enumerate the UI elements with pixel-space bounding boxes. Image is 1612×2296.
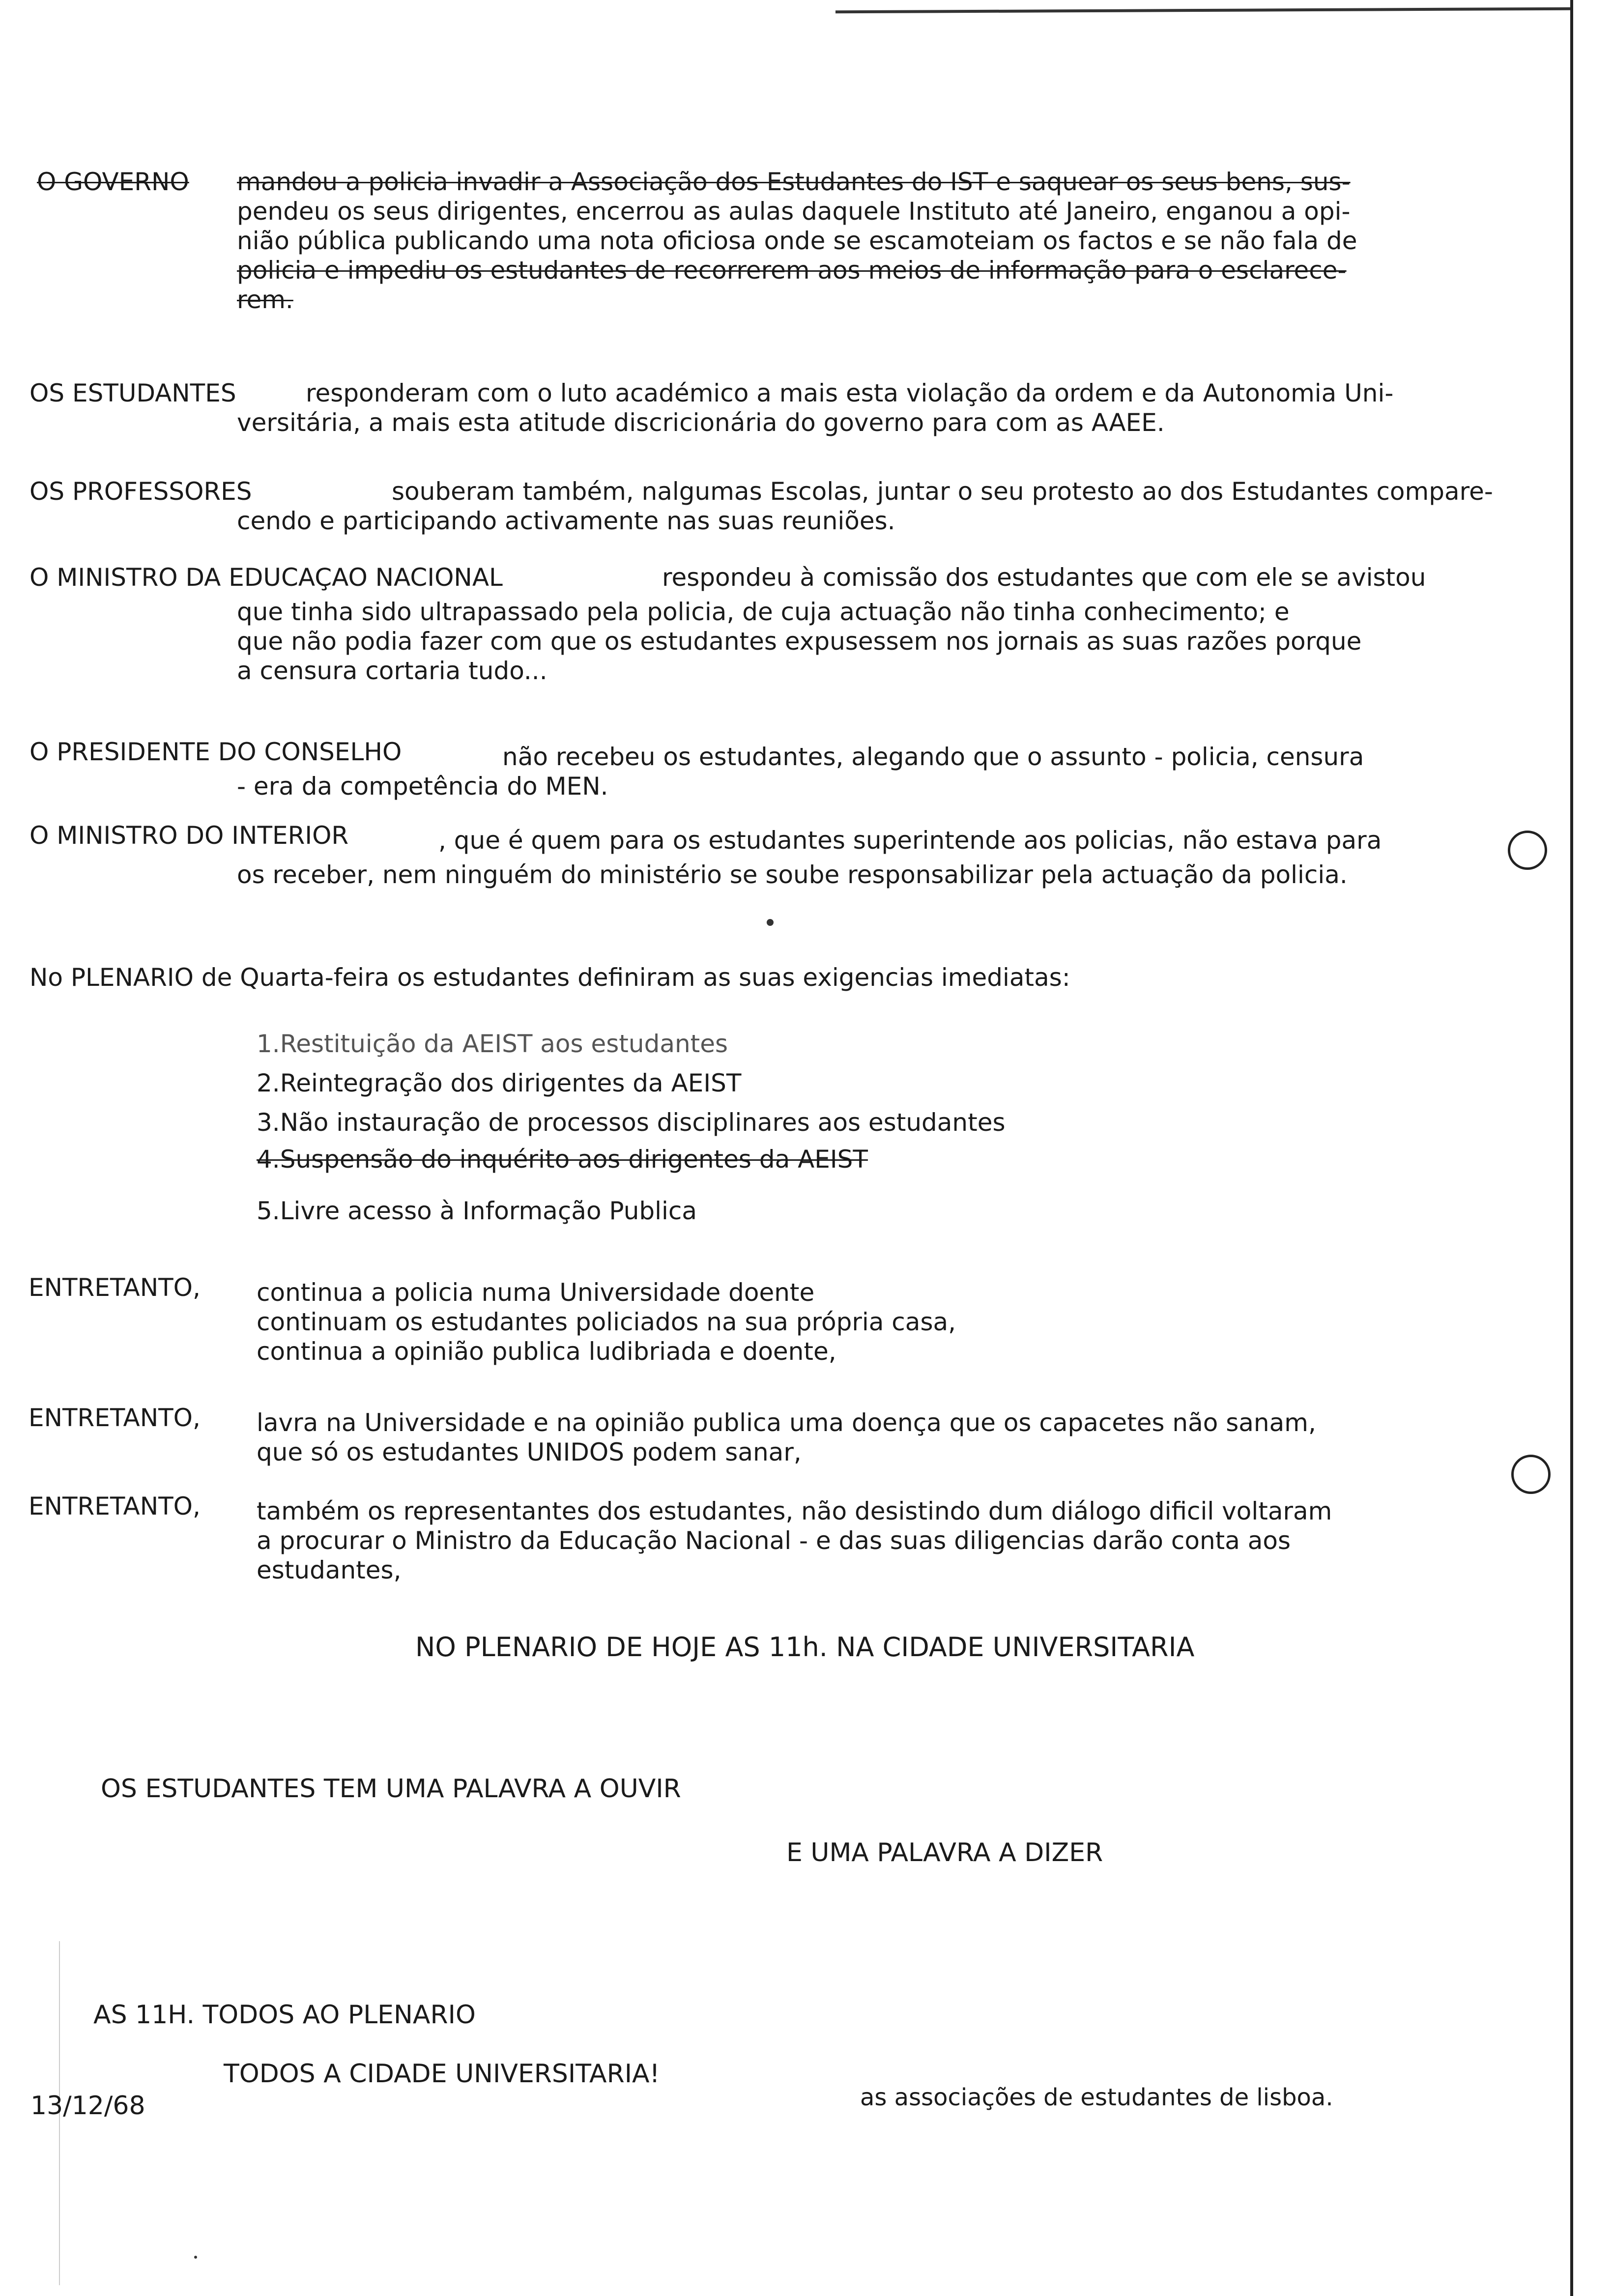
paragraph-line: os receber, nem ninguém do ministério se soube responsabilizar pela actuação da policia. [237, 861, 1348, 889]
paragraph-line: a procurar o Ministro da Educação Nacional - e das suas diligencias darão conta aos [257, 1526, 1291, 1555]
plenario-hoje: NO PLENARIO DE HOJE AS 11h. NA CIDADE UNIVERSITARIA [415, 1632, 1195, 1663]
paragraph-line: continuam os estudantes policiados na sua própria casa, [257, 1308, 956, 1336]
paragraph-line: cendo e participando activamente nas suas reuniões. [237, 507, 895, 535]
paragraph-line: que tinha sido ultrapassado pela policia, de cuja actuação não tinha conhecimento; e [237, 598, 1290, 626]
paragraph-lead: O MINISTRO DO INTERIOR [29, 821, 349, 850]
demand-item: 5.Livre acesso à Informação Publica [257, 1197, 697, 1225]
entretanto-lead: ENTRETANTO, [29, 1273, 201, 1302]
paragraph-line: que não podia fazer com que os estudantes expusessem nos jornais as suas razões porque [237, 627, 1362, 656]
entretanto-lead: ENTRETANTO, [29, 1404, 201, 1432]
todos-plenario: AS 11H. TODOS AO PLENARIO [93, 2000, 476, 2030]
paragraph-lead: O MINISTRO DA EDUCAÇAO NACIONAL [29, 563, 503, 592]
paragraph-line: lavra na Universidade e na opinião publica uma doença que os capacetes não sanam, [257, 1408, 1316, 1437]
demand-item: 3.Não instauração de processos disciplinares aos estudantes [257, 1108, 1006, 1137]
paragraph-line: continua a opinião publica ludibriada e doente, [257, 1337, 836, 1366]
paragraph-line: não recebeu os estudantes, alegando que o assunto - policia, censura [502, 743, 1364, 771]
paragraph-line: respondeu à comissão dos estudantes que com ele se avistou [662, 563, 1426, 592]
demand-item: 2.Reintegração dos dirigentes da AEIST [257, 1069, 742, 1097]
paragraph-line: continua a policia numa Universidade doente [257, 1278, 815, 1307]
paragraph-line: estudantes, [257, 1556, 402, 1584]
palavra-ouvir: OS ESTUDANTES TEM UMA PALAVRA A OUVIR [101, 1774, 681, 1804]
paragraph-line: versitária, a mais esta atitude discricionária do governo para com as AAEE. [237, 408, 1165, 437]
paragraph-line: mandou a policia invadir a Associação dos Estudantes do IST e saquear os seus bens, sus- [237, 168, 1351, 196]
plenario-intro: No PLENARIO de Quarta-feira os estudantes definiram as suas exigencias imediatas: [29, 963, 1070, 992]
punch-hole-lower [1511, 1455, 1551, 1494]
document-date: 13/12/68 [30, 2091, 145, 2121]
paragraph-line: que só os estudantes UNIDOS podem sanar, [257, 1438, 802, 1466]
paragraph-lead: OS PROFESSORES [29, 477, 252, 506]
page-top-edge [835, 7, 1570, 14]
center-mark [767, 919, 774, 926]
stray-mark [194, 2256, 197, 2259]
paragraph-line: , que é quem para os estudantes superintende aos policias, não estava para [438, 826, 1382, 855]
paragraph-line: policia e impediu os estudantes de recorrerem aos meios de informação para o esclarece- [237, 256, 1347, 285]
paragraph-line: nião pública publicando uma nota oficiosa onde se escamoteiam os factos e se não fala de [237, 227, 1357, 255]
paragraph-line: rem. [237, 286, 293, 314]
demand-item: 1.Restituição da AEIST aos estudantes [257, 1030, 728, 1058]
paragraph-lead: O GOVERNO [37, 168, 189, 196]
entretanto-lead: ENTRETANTO, [29, 1492, 201, 1521]
paragraph-line: pendeu os seus dirigentes, encerrou as aulas daquele Instituto até Janeiro, enganou a opi- [237, 197, 1351, 226]
paragraph-line: - era da competência do MEN. [237, 772, 608, 801]
palavra-dizer: E UMA PALAVRA A DIZER [786, 1838, 1103, 1867]
signature: as associações de estudantes de lisboa. [860, 2084, 1333, 2111]
paragraph-line: souberam também, nalgumas Escolas, juntar o seu protesto ao dos Estudantes compare- [392, 477, 1493, 506]
paragraph-lead: OS ESTUDANTES [29, 379, 236, 407]
todos-cidade: TODOS A CIDADE UNIVERSITARIA! [224, 2059, 660, 2089]
paragraph-line: também os representantes dos estudantes, não desistindo dum diálogo dificil voltaram [257, 1497, 1332, 1525]
punch-hole-upper [1508, 831, 1547, 870]
paragraph-line: a censura cortaria tudo... [237, 657, 547, 685]
page-right-edge [1570, 0, 1573, 2296]
demand-item: 4.Suspensão do inquérito aos dirigentes da AEIST [257, 1145, 868, 1174]
paragraph-lead: O PRESIDENTE DO CONSELHO [29, 738, 402, 766]
paragraph-line: responderam com o luto académico a mais esta violação da ordem e da Autonomia Uni- [306, 379, 1394, 407]
